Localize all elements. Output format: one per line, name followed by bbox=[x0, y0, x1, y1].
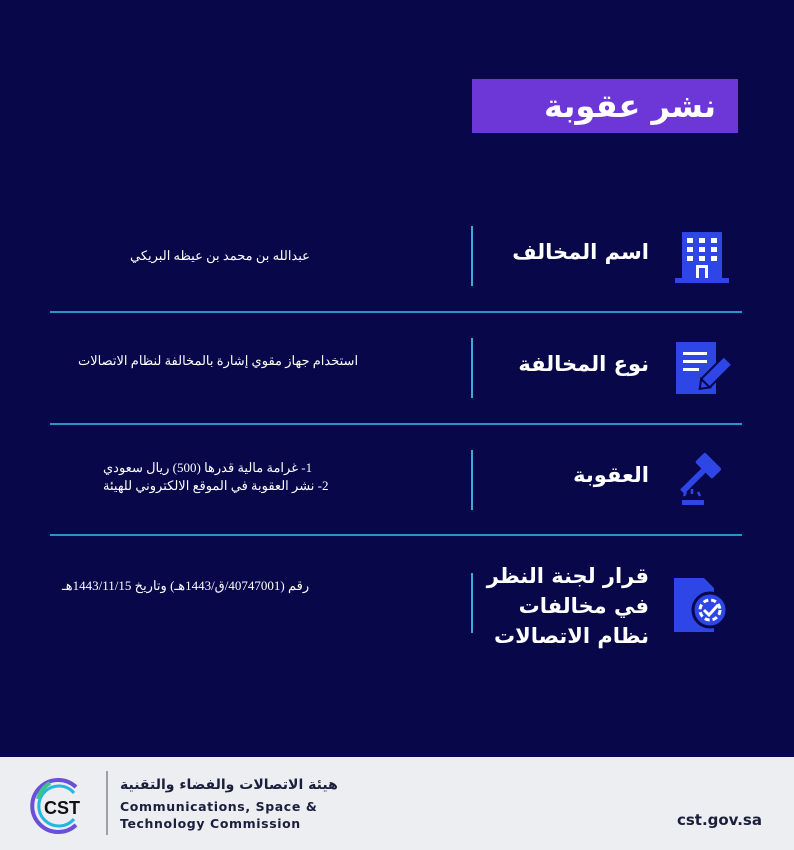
org-name-arabic: هيئة الاتصالات والفضاء والتقنية bbox=[120, 777, 338, 793]
gavel-icon bbox=[670, 448, 732, 510]
row-separator bbox=[50, 534, 742, 536]
page-title: نشر عقوبة bbox=[544, 87, 716, 125]
committee-decision-label-line-2: في مخالفات bbox=[518, 594, 649, 618]
row-separator bbox=[50, 311, 742, 313]
org-name-english-line-2: Technology Commission bbox=[120, 816, 301, 831]
cst-logo bbox=[30, 775, 98, 835]
row-separator bbox=[50, 423, 742, 425]
violator-name-value: عبدالله بن محمد بن عيظه البريكي bbox=[130, 248, 310, 263]
penalty-value-line-2: 2- نشر العقوبة في الموقع الالكتروني للهيئة bbox=[103, 478, 329, 493]
violation-type-label: نوع المخالفة bbox=[518, 352, 649, 376]
committee-decision-label bbox=[487, 561, 649, 651]
document-badge-icon bbox=[670, 574, 732, 636]
document-pen-icon bbox=[670, 336, 732, 398]
logo-separator bbox=[106, 771, 108, 835]
violation-type-value: استخدام جهاز مقوي إشارة بالمخالفة لنظام الاتصالات bbox=[78, 353, 359, 368]
row-divider-vertical bbox=[471, 450, 473, 510]
org-name-english bbox=[120, 798, 317, 832]
building-icon bbox=[670, 224, 732, 286]
logo-text: CST bbox=[44, 798, 80, 818]
committee-decision-value: رقم (40747001/ق/1443هـ) وتاريخ 1443/11/15هـ bbox=[62, 578, 310, 593]
violator-name-label: اسم المخالف bbox=[512, 240, 649, 264]
penalty-value-line-1: 1- غرامة مالية قدرها (500) ريال سعودي bbox=[103, 460, 313, 475]
committee-decision-label-line-1: قرار لجنة النظر bbox=[486, 564, 649, 588]
committee-decision-label-line-3: نظام الاتصالات bbox=[494, 624, 649, 648]
website-link[interactable]: cst.gov.sa bbox=[676, 811, 762, 829]
row-divider-vertical bbox=[471, 226, 473, 286]
title-banner bbox=[472, 79, 738, 133]
row-divider-vertical bbox=[471, 573, 473, 633]
org-name-english-line-1: Communications, Space & bbox=[120, 799, 318, 814]
row-divider-vertical bbox=[471, 338, 473, 398]
penalty-label: العقوبة bbox=[573, 463, 649, 487]
footer bbox=[0, 757, 794, 850]
